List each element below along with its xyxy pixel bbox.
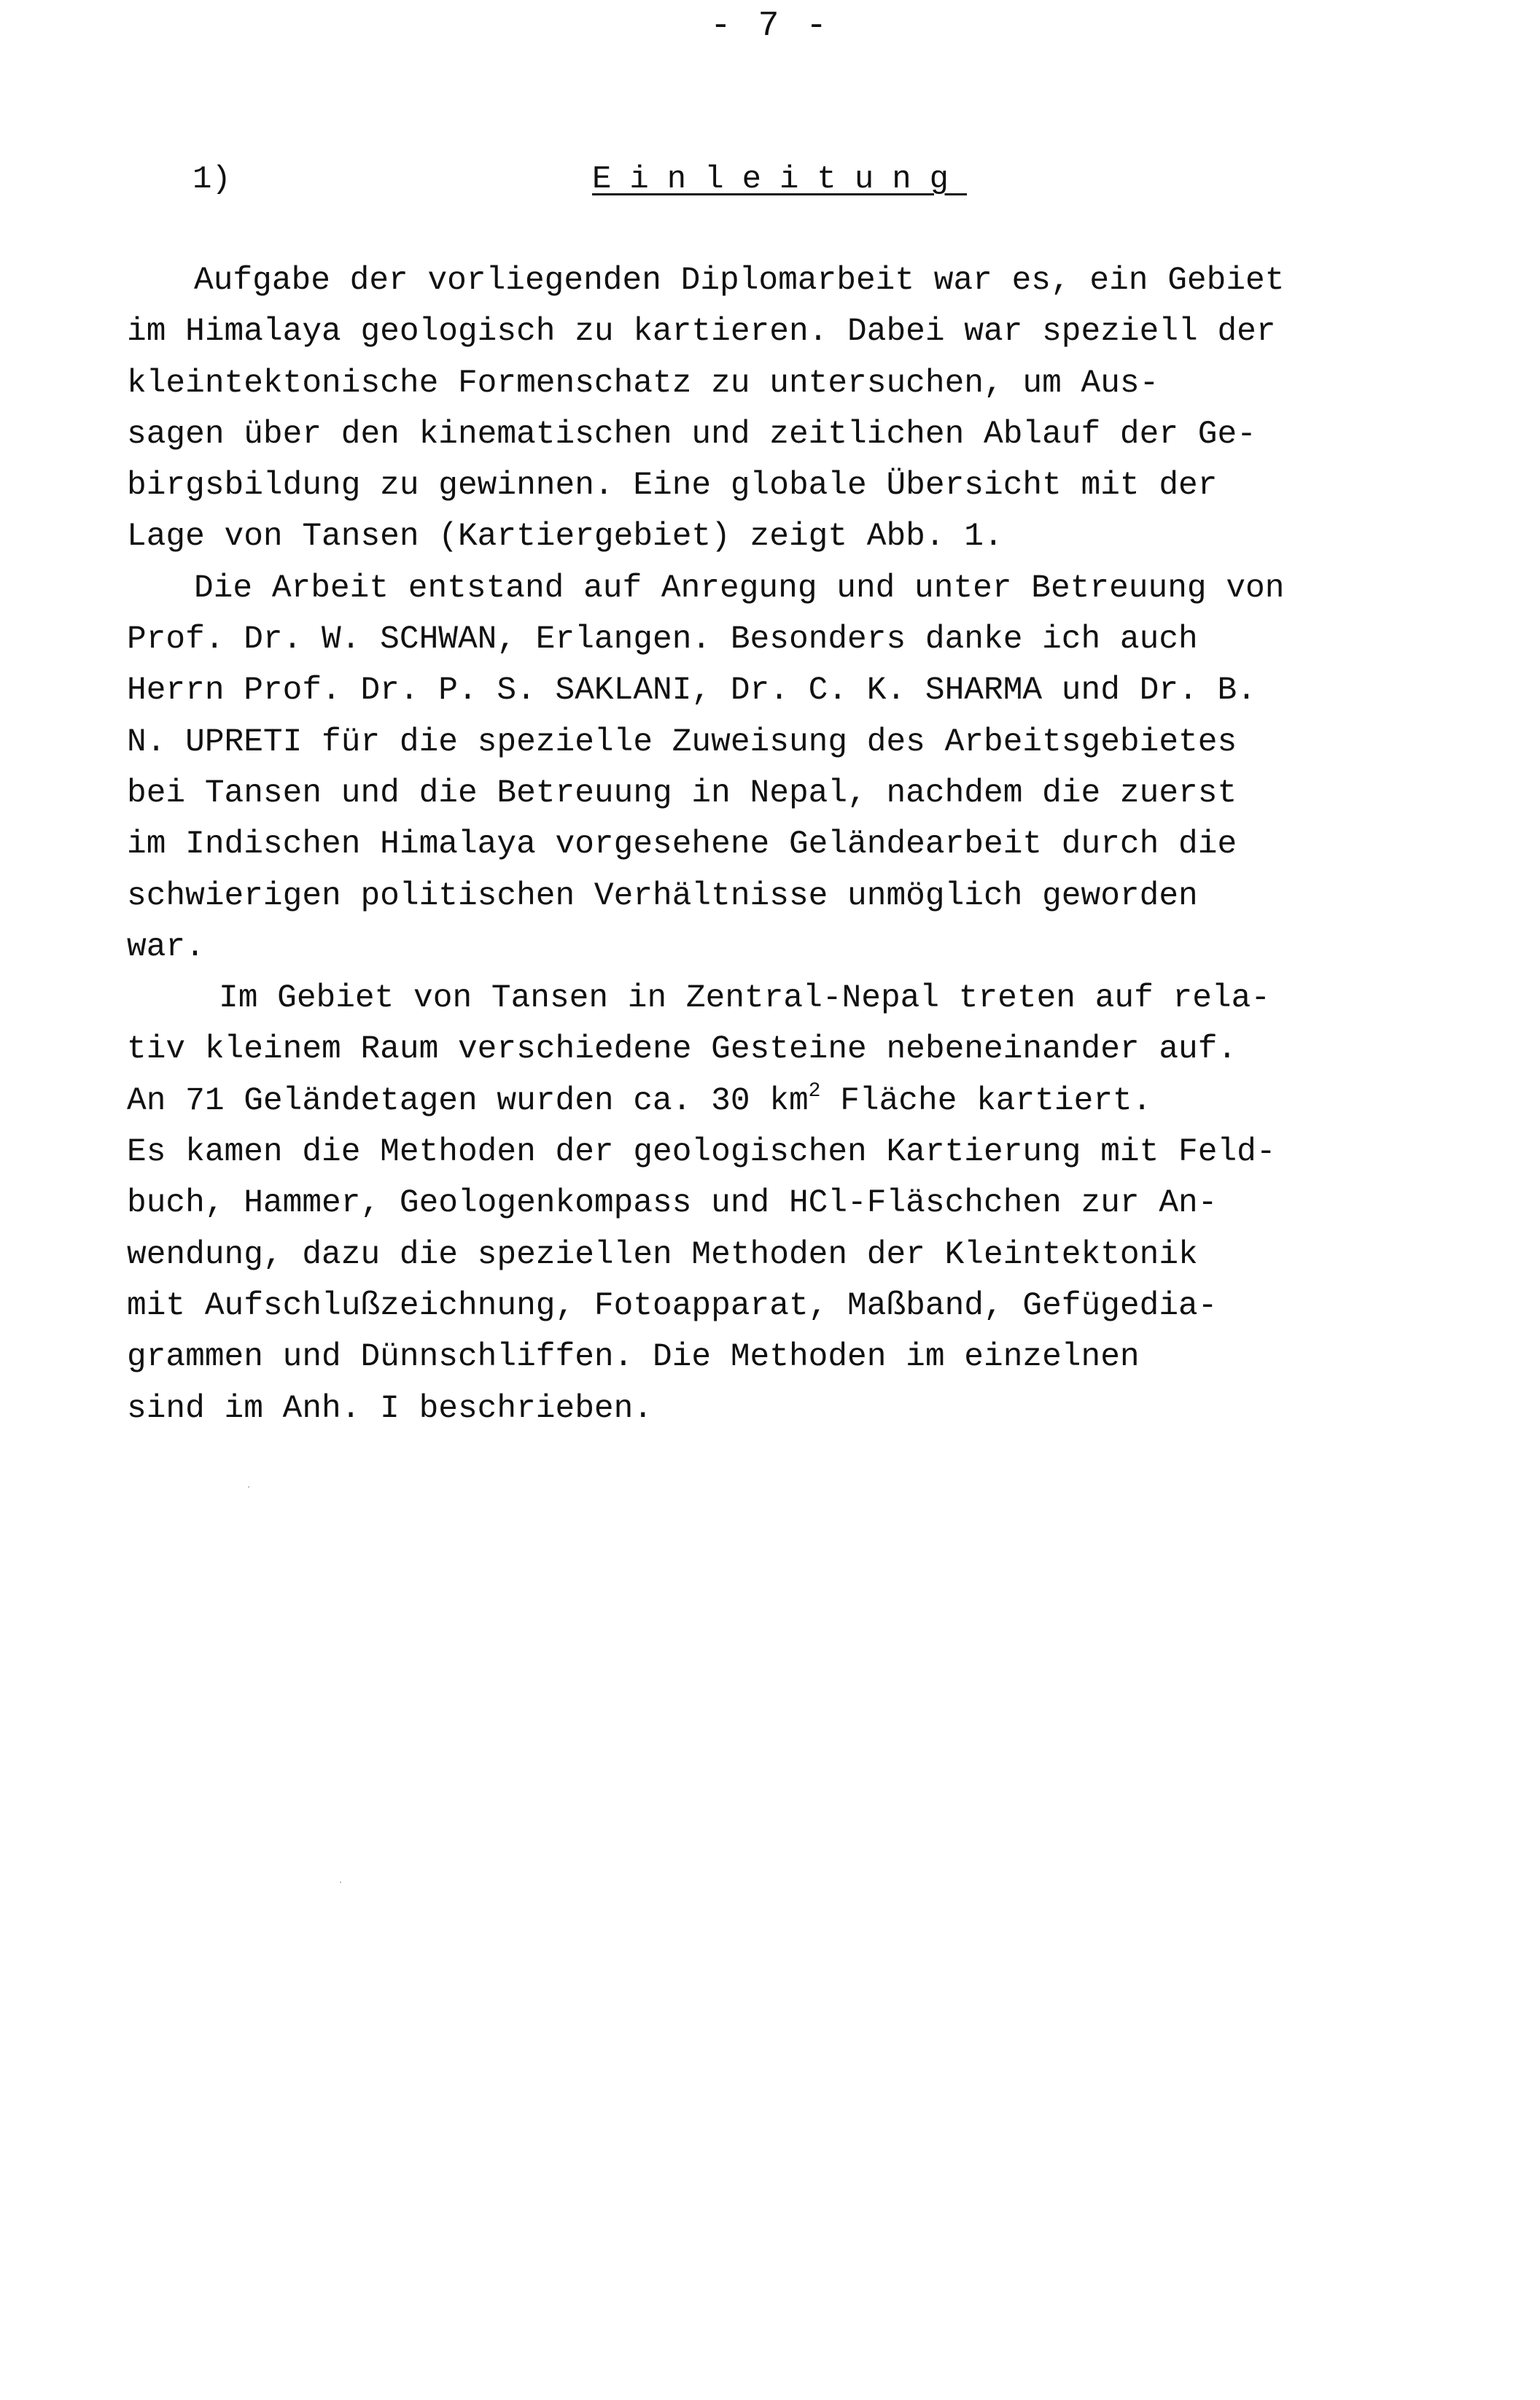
- text-line: Prof. Dr. W. SCHWAN, Erlangen. Besonders danke ich auch: [127, 621, 1198, 659]
- text-line: mit Aufschlußzeichnung, Fotoapparat, Maßband, Gefügedia-: [127, 1287, 1218, 1324]
- section-heading: [192, 158, 1432, 201]
- body-text: [127, 255, 1439, 1434]
- page-number: - 7 -: [709, 7, 831, 46]
- text-line: buch, Hammer, Geologenkompass und HCl-Fläschchen zur An-: [127, 1185, 1218, 1222]
- text-line: Die Arbeit entstand auf Anregung und unter Betreuung von: [194, 570, 1285, 607]
- text-line: Es kamen die Methoden der geologischen Kartierung mit Feld-: [127, 1134, 1276, 1171]
- text-line: sind im Anh. I beschrieben.: [127, 1390, 653, 1427]
- text-segment: An 71 Geländetagen wurden ca. 30 km: [127, 1082, 809, 1119]
- text-line: war.: [127, 928, 205, 966]
- text-line: Herrn Prof. Dr. P. S. SAKLANI, Dr. C. K. SHARMA und Dr. B.: [127, 672, 1256, 710]
- text-line: wendung, dazu die speziellen Methoden der Kleintektonik: [127, 1236, 1198, 1273]
- text-line: N. UPRETI für die spezielle Zuweisung des Arbeitsgebietes: [127, 723, 1237, 761]
- text-line: Aufgabe der vorliegenden Diplomarbeit war es, ein Gebiet: [194, 263, 1285, 299]
- text-line: sagen über den kinematischen und zeitlichen Ablauf der Ge-: [127, 416, 1256, 453]
- text-line: Lage von Tansen (Kartiergebiet) zeigt Abb. 1.: [127, 519, 1003, 556]
- text-line: tiv kleinem Raum verschiedene Gesteine nebeneinander auf.: [127, 1031, 1237, 1068]
- text-line: bei Tansen und die Betreuung in Nepal, nachdem die zuerst: [127, 774, 1237, 812]
- text-line: birgsbildung zu gewinnen. Eine globale Übersicht mit der: [127, 467, 1218, 505]
- section-title: Einleitung: [592, 161, 968, 198]
- text-segment: Fläche kartiert.: [820, 1082, 1152, 1119]
- text-line: grammen und Dünnschliffen. Die Methoden im einzelnen: [127, 1339, 1140, 1376]
- scan-speck: [340, 1881, 341, 1883]
- text-line: kleintektonische Formenschatz zu untersuchen, um Aus-: [127, 365, 1159, 402]
- text-line: Im Gebiet von Tansen in Zentral-Nepal treten auf rela-: [219, 980, 1271, 1017]
- section-number: 1): [192, 161, 231, 198]
- superscript: 2: [808, 1079, 821, 1103]
- text-line: im Indischen Himalaya vorgesehene Geländearbeit durch die: [127, 826, 1237, 863]
- scan-speck: [248, 1486, 249, 1488]
- text-line: im Himalaya geologisch zu kartieren. Dabei war speziell der: [127, 314, 1276, 351]
- text-line: schwierigen politischen Verhältnisse unmöglich geworden: [127, 877, 1198, 914]
- text-line-with-superscript: [127, 1076, 1439, 1127]
